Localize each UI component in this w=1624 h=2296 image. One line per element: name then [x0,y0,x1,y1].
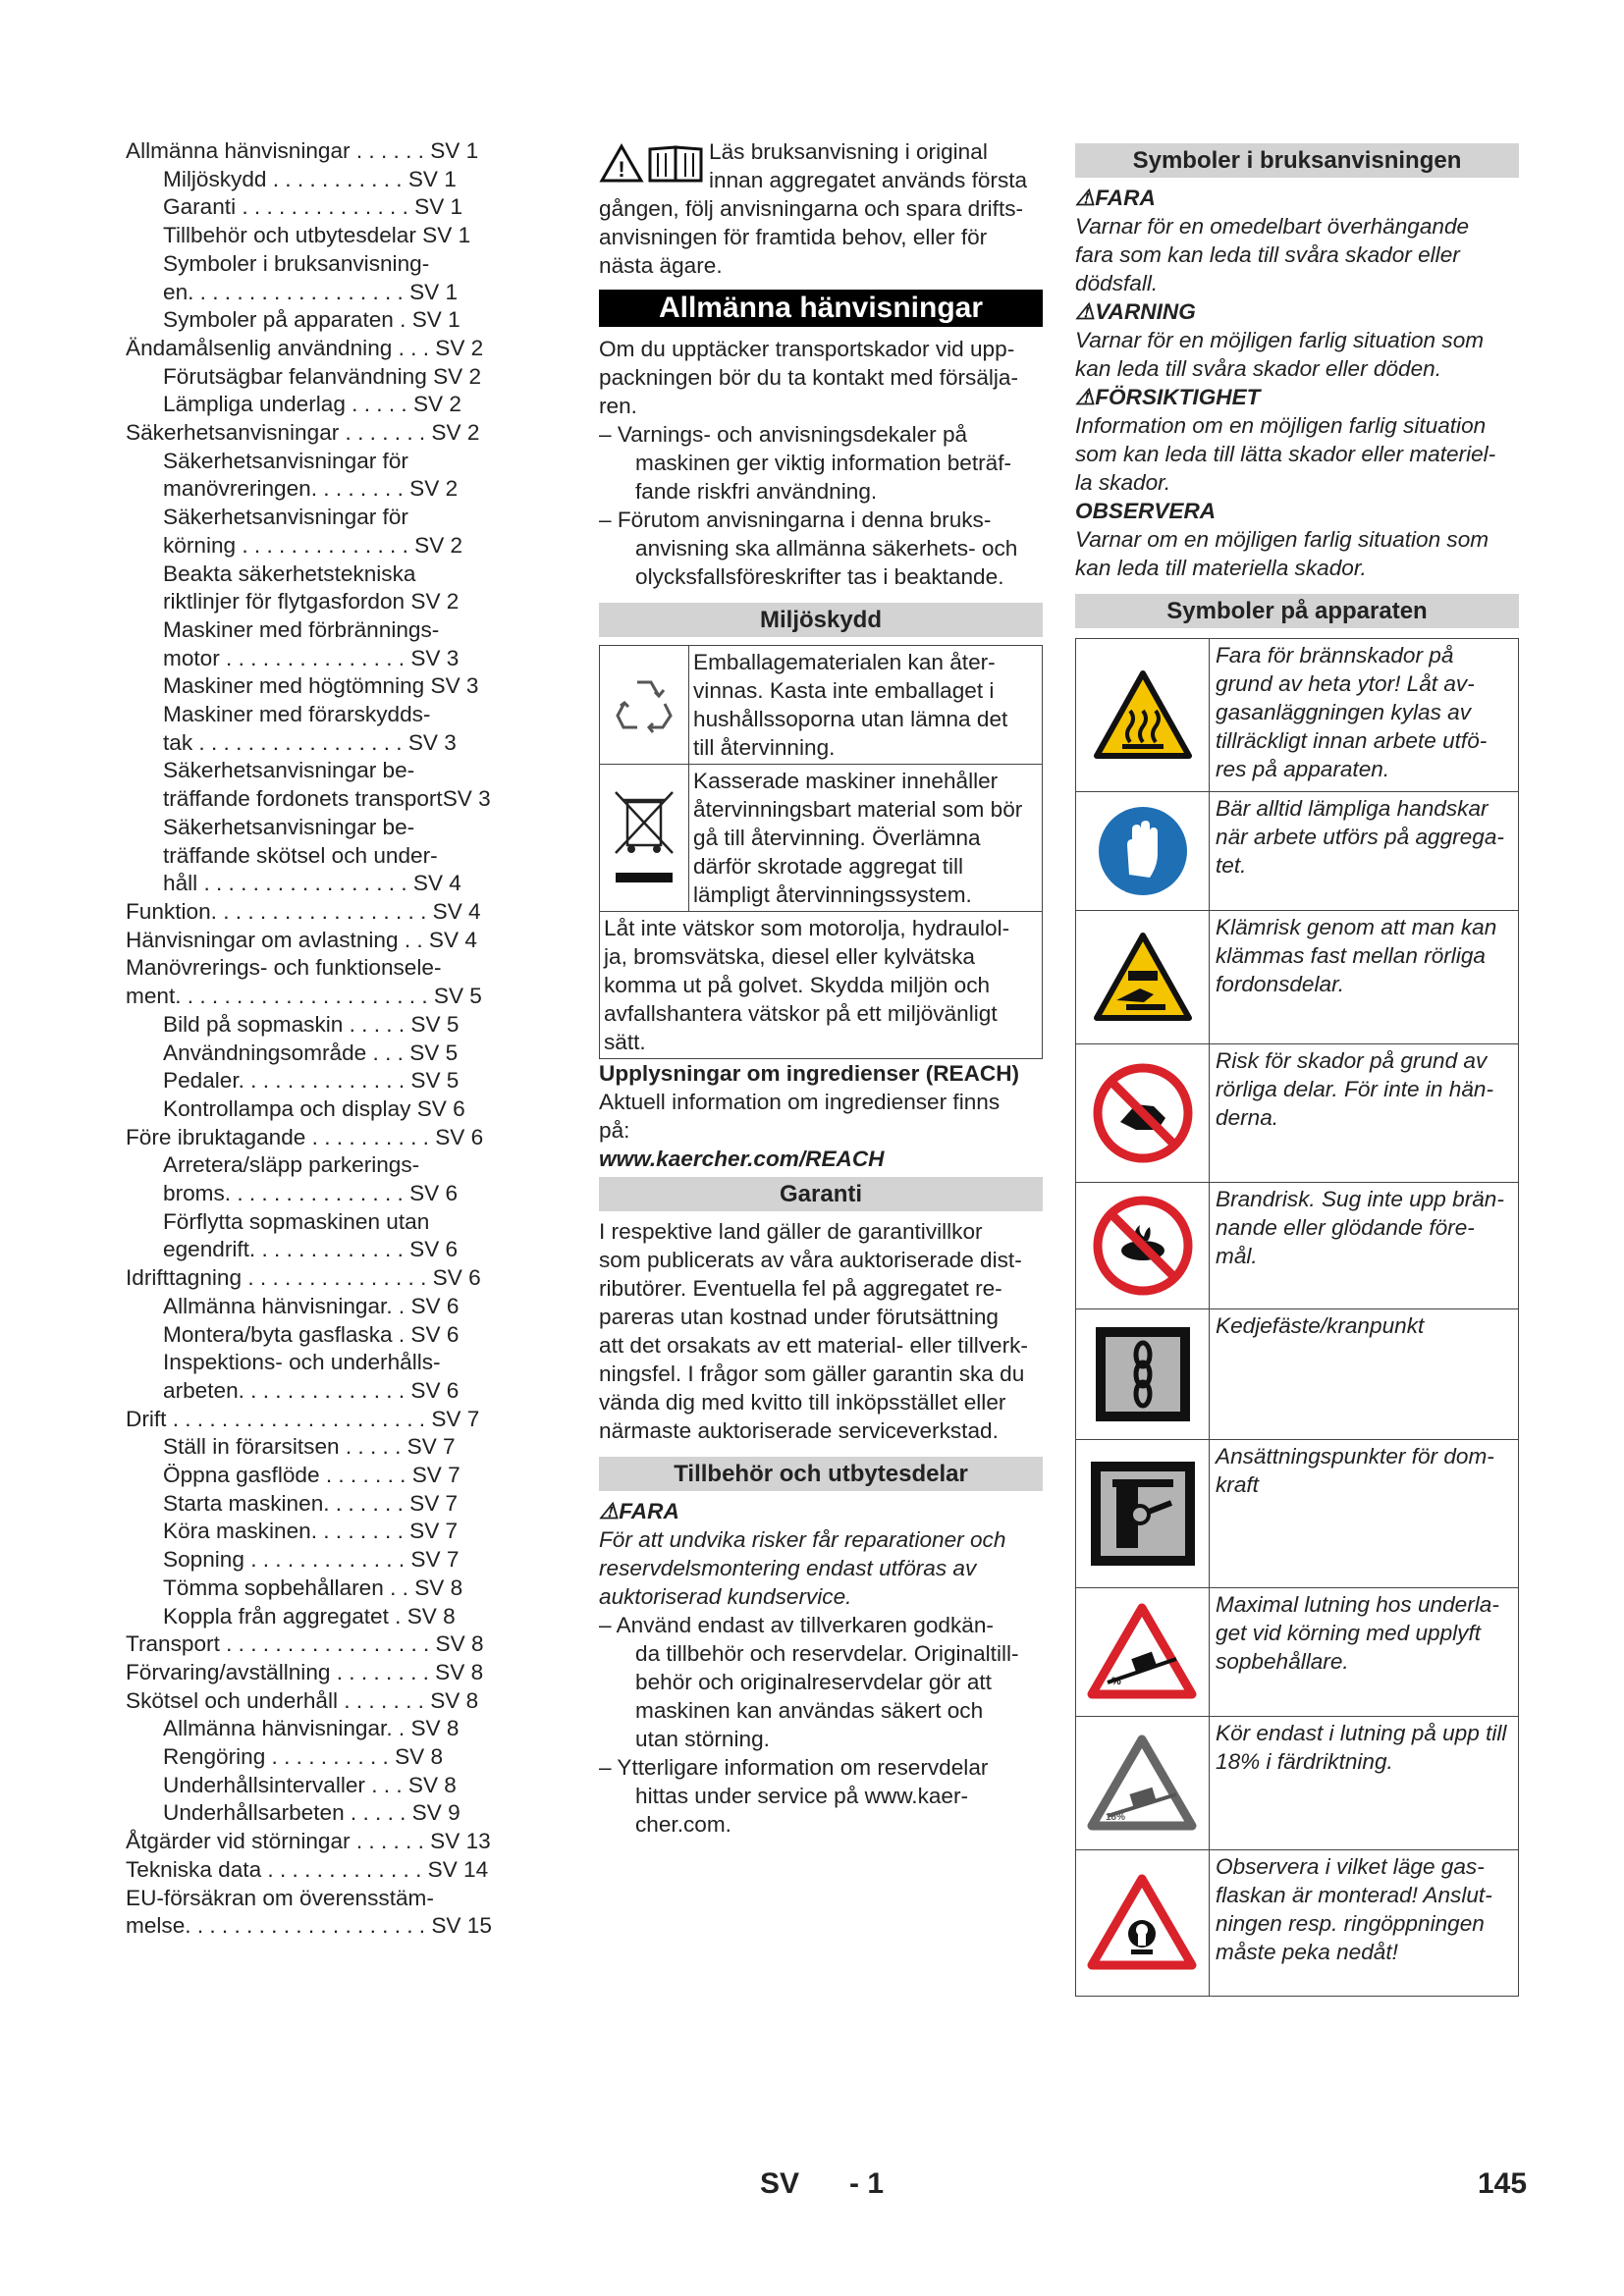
toc-entry[interactable]: håll . . . . . . . . . . . . . . . . . SV 4 [163,871,461,896]
bullet-line: da tillbehör och reservdelar. Originaltill- [635,1641,1019,1666]
toc-entry[interactable]: broms. . . . . . . . . . . . . . . SV 6 [163,1181,459,1206]
toc-entry[interactable]: Köra maskinen. . . . . . . . SV 7 [163,1519,459,1544]
recycle-icon [600,646,689,764]
crush-hazard-icon [1076,911,1210,1043]
table-of-contents [126,137,514,1941]
text-line: Bär alltid lämpliga handskar [1216,796,1489,821]
text-line: la skador. [1075,470,1171,495]
text-line: vinnas. Kasta inte emballaget i [693,678,995,703]
toc-entry[interactable]: körning . . . . . . . . . . . . . . SV 2 [163,532,463,558]
toc-entry[interactable]: Användningsområde . . . SV 5 [163,1040,459,1065]
toc-entry[interactable]: en. . . . . . . . . . . . . . . . . . SV 1 [163,279,459,304]
toc-entry[interactable]: Säkerhetsanvisningar be- [163,814,415,839]
gas-bottle-position-icon [1076,1850,1210,1996]
text-line: återvinningsbart material som bör [693,797,1023,822]
text-line: Fara för brännskador på [1216,643,1454,667]
text-line: pareras utan kostnad under förutsättning [599,1305,999,1329]
text-line: Information om en möjligen farlig situation [1075,413,1487,438]
env-row-recycling [600,646,1042,765]
symbol-description [1210,792,1518,910]
toc-entry[interactable]: träffande skötsel och under- [163,842,438,868]
text-line: Om du upptäcker transportskador vid upp- [599,337,1015,361]
gloves-icon [1076,792,1210,910]
text-line: sopbehållare. [1216,1649,1349,1674]
symbol-description [1210,1044,1518,1182]
svg-text:%: % [1111,1676,1121,1687]
text-line: Observera i vilket läge gas- [1216,1854,1485,1879]
bullet-line: – Ytterligare information om reservdelar [599,1755,989,1780]
warning-manual-icon [599,143,707,183]
text-line: 18% i färdriktning. [1216,1749,1393,1774]
text-line: rörliga delar. För inte in hän- [1216,1077,1493,1101]
text-line: auktoriserad kundservice. [599,1584,852,1609]
text-line: ningsfel. I frågor som gäller garantin ska du [599,1362,1025,1386]
symbol-description [1210,911,1518,1043]
text-line: till återvinning. [693,735,836,760]
toc-entry[interactable]: Sopning . . . . . . . . . . . . . SV 7 [163,1547,460,1573]
symbols-table [1075,638,1519,1997]
crossed-bin-icon [600,765,689,911]
text-line: hushållssoporna utan lämna det [693,707,1008,731]
toc-entry[interactable]: Säkerhetsanvisningar för [163,505,408,530]
heading-environment: Miljöskydd [599,603,1043,637]
symbol-description [1210,1588,1518,1716]
toc-entry[interactable]: Tömma sopbehållaren . . SV 8 [163,1575,463,1600]
text-line: som kan leda till lätta skador eller materiel- [1075,442,1496,466]
slope-18-icon [1076,1717,1210,1849]
intro-line: anvisningen för framtida behov, eller för [599,225,988,249]
text-line: Kedjefäste/kranpunkt [1216,1313,1425,1338]
toc-entry[interactable]: tak . . . . . . . . . . . . . . . . . SV 3 [163,729,457,755]
reach-url[interactable]: www.kaercher.com/REACH [599,1147,885,1171]
text-line: på: [599,1118,630,1143]
env-text-fluids [600,912,1042,1058]
text-line: get vid körning med upplyft [1216,1621,1482,1645]
bullet-line: – Använd endast av tillverkaren godkän- [599,1613,994,1637]
footer-language: SV [760,2167,800,2200]
symbol-row [1076,1309,1518,1440]
toc-entry[interactable]: Åtgärder vid störningar . . . . . . SV 13 [126,1829,491,1854]
intro-line: gången, följ anvisningarna och spara drifts- [599,196,1024,221]
bullet-line: cher.com. [635,1812,731,1837]
column-symbols [1075,137,1519,1997]
text-line: grund av heta ytor! Låt av- [1216,671,1475,696]
toc-entry[interactable]: Säkerhetsanvisningar be- [163,758,415,783]
symbol-row [1076,792,1518,911]
text-line: För att undvika risker får reparationer och [599,1527,1006,1552]
env-text-disposal [689,765,1026,911]
text-line: nande eller glödande före- [1216,1215,1475,1240]
bullet-line: olycksfallsföreskrifter tas i beaktande. [635,564,1004,589]
text-line: Låt inte vätskor som motorolja, hydraulol- [604,916,1010,940]
toc-entry[interactable]: Öppna gasflöde . . . . . . . SV 7 [163,1463,460,1488]
env-text-recycling [689,646,1011,764]
toc-entry[interactable]: Maskiner med förbrännings- [163,616,440,642]
text-line: res på apparaten. [1216,757,1390,781]
heading-symbols-manual: Symboler i bruksanvisningen [1075,143,1519,178]
text-line: kan leda till materiella skador. [1075,556,1367,580]
symbol-description [1210,1717,1518,1849]
footer-section-page: - 1 [849,2167,885,2200]
chain-point-icon [1076,1309,1210,1439]
toc-entry[interactable]: Maskiner med högtömning SV 3 [163,673,479,699]
toc-entry[interactable]: arbeten. . . . . . . . . . . . . . SV 6 [163,1377,460,1403]
heading-symbols-device: Symboler på apparaten [1075,594,1519,628]
text-line: Aktuell information om ingredienser finns [599,1090,1001,1114]
text-line: reservdelsmontering endast utföras av [599,1556,977,1580]
text-line: ja, bromsvätska, diesel eller kylvätska [604,944,975,969]
intro-line: Läs bruksanvisning i original [709,139,988,164]
varning-label: ⚠VARNING [1075,299,1196,324]
toc-entry[interactable]: träffande fordonets transportSV 3 [163,786,491,812]
no-burning-debris-icon [1076,1183,1210,1308]
text-line: Maximal lutning hos underla- [1216,1592,1499,1617]
text-line: derna. [1216,1105,1279,1130]
text-line: flaskan är monterad! Anslut- [1216,1883,1492,1907]
text-line: I respektive land gäller de garantivillkor [599,1219,983,1244]
toc-entry[interactable]: Ställ in förarsitsen . . . . . SV 7 [163,1434,456,1460]
symbol-row [1076,639,1518,792]
intro-block [599,137,1043,280]
toc-entry[interactable]: Kontrollampa och display SV 6 [163,1095,465,1121]
text-line: att det orsakats av ett material- eller tillverk- [599,1333,1028,1358]
toc-entry[interactable]: Idrifttagning . . . . . . . . . . . . . . . SV 6 [126,1265,481,1291]
fara-label: ⚠FARA [1075,186,1156,210]
toc-entry[interactable]: Underhållsintervaller . . . SV 8 [163,1772,457,1797]
heading-accessories: Tillbehör och utbytesdelar [599,1457,1043,1491]
symbol-description [1210,1183,1518,1308]
hot-surface-icon [1076,639,1210,791]
toc-entry[interactable]: Montera/byta gasflaska . SV 6 [163,1321,460,1347]
text-line: ningen resp. ringöppningen [1216,1911,1485,1936]
toc-entry[interactable]: manövreringen. . . . . . . . SV 2 [163,476,459,502]
bullet-line: behör och originalreservdelar gör att [635,1670,992,1694]
toc-entry[interactable]: Beakta säkerhetstekniska [163,561,416,586]
toc-entry[interactable]: Transport . . . . . . . . . . . . . . . . . SV 8 [126,1631,484,1657]
bullet-line: hittas under service på www.kaer- [635,1784,969,1808]
bullet-line: maskinen ger viktig information beträf- [635,451,1012,475]
toc-entry[interactable]: Koppla från aggregatet . SV 8 [163,1603,456,1629]
toc-entry[interactable]: motor . . . . . . . . . . . . . . . SV 3 [163,645,460,670]
text-line: som publicerats av våra auktoriserade dist- [599,1248,1022,1272]
toc-entry[interactable]: Bild på sopmaskin . . . . . SV 5 [163,1011,460,1037]
toc-entry[interactable]: Pedaler. . . . . . . . . . . . . . SV 5 [163,1068,460,1094]
symbol-description [1210,1440,1518,1587]
toc-entry[interactable]: Symboler i bruksanvisning- [163,250,430,276]
toc-entry[interactable]: Skötsel och underhåll . . . . . . . SV 8 [126,1687,479,1713]
text-line: Klämrisk genom att man kan [1216,915,1497,939]
text-line: mål. [1216,1244,1258,1268]
heading-warranty: Garanti [599,1177,1043,1211]
toc-entry[interactable]: melse. . . . . . . . . . . . . . . . . . . . SV 15 [126,1913,492,1939]
text-line: lämpligt återvinningssystem. [693,882,972,907]
text-line: Varnar för en omedelbart överhängande [1075,214,1470,239]
column-general [599,137,1043,1839]
toc-entry[interactable]: Symboler på apparaten . SV 1 [163,307,460,333]
svg-text:!: ! [618,157,625,182]
bullet-line: fande riskfri användning. [635,479,878,504]
bullet-line: anvisning ska allmänna säkerhets- och [635,536,1018,561]
toc-entry[interactable]: Lämpliga underlag . . . . . SV 2 [163,392,461,417]
text-line: Brandrisk. Sug inte upp brän- [1216,1187,1504,1211]
symbol-row [1076,1044,1518,1183]
toc-entry[interactable]: Tekniska data . . . . . . . . . . . . . SV 14 [126,1856,489,1882]
env-row-disposal [600,765,1042,912]
toc-entry[interactable]: Förutsägbar felanvändning SV 2 [163,363,482,389]
text-line: gasanläggningen kylas av [1216,700,1472,724]
text-line: dödsfall. [1075,271,1159,295]
toc-entry[interactable]: Inspektions- och underhålls- [163,1350,441,1375]
text-line: när arbete utförs på aggrega- [1216,825,1504,849]
toc-entry[interactable]: Ändamålsenlig användning . . . SV 2 [126,335,484,360]
text-line: tillräckligt innan arbete utfö- [1216,728,1488,753]
toc-entry[interactable]: Allmänna hänvisningar . . . . . . SV 1 [126,138,479,163]
text-line: sätt. [604,1030,646,1054]
text-line: Kör endast i lutning på upp till [1216,1721,1507,1745]
text-line: komma ut på golvet. Skydda miljön och [604,973,991,997]
text-line: Varnar för en möjligen farlig situation som [1075,328,1485,352]
no-hands-icon [1076,1044,1210,1182]
toc-entry[interactable]: Arretera/släpp parkerings- [163,1152,420,1178]
toc-entry[interactable]: Maskiner med förarskydds- [163,702,431,727]
toc-entry[interactable]: Hänvisningar om avlastning . . SV 4 [126,927,477,952]
danger-label: ⚠FARA [599,1499,679,1523]
intro-line: innan aggregatet används första [709,168,1028,192]
symbol-description [1210,639,1518,791]
text-line: närmaste auktoriserade serviceverkstad. [599,1418,999,1443]
text-line: fordonsdelar. [1216,972,1345,996]
toc-entry[interactable]: Underhållsarbeten . . . . . SV 9 [163,1800,460,1826]
toc-entry[interactable]: Allmänna hänvisningar. . SV 8 [163,1716,460,1741]
toc-entry[interactable]: Säkerhetsanvisningar . . . . . . . SV 2 [126,420,480,446]
toc-entry[interactable]: Tillbehör och utbytesdelar SV 1 [163,223,471,248]
symbol-row [1076,1183,1518,1309]
text-line: ributörer. Eventuella fel på aggregatet re- [599,1276,1002,1301]
text-line: kraft [1216,1472,1259,1497]
bullet-line: utan störning. [635,1727,770,1751]
text-line: måste peka nedåt! [1216,1940,1398,1964]
toc-entry[interactable]: ment. . . . . . . . . . . . . . . . . . . . . SV 5 [126,984,482,1009]
environment-table [599,645,1043,1059]
toc-entry[interactable]: Miljöskydd . . . . . . . . . . . SV 1 [163,166,457,191]
symbol-description [1210,1850,1518,1996]
observera-label: OBSERVERA [1075,499,1217,523]
heading-general-notes: Allmänna hänvisningar [599,290,1043,327]
toc-entry[interactable]: Säkerhetsanvisningar för [163,448,408,473]
symbol-row [1076,1850,1518,1996]
forsiktighet-label: ⚠FÖRSIKTIGHET [1075,385,1261,409]
intro-line: nästa ägare. [599,253,723,278]
toc-entry[interactable]: Starta maskinen. . . . . . . SV 7 [163,1490,459,1516]
toc-entry[interactable]: Rengöring . . . . . . . . . . SV 8 [163,1744,444,1770]
svg-text:18%: 18% [1106,1811,1126,1823]
toc-entry[interactable]: Drift . . . . . . . . . . . . . . . . . . . . . SV 7 [126,1406,480,1431]
text-line: ren. [599,394,637,418]
symbol-description [1210,1309,1518,1439]
text-line: avfallshantera vätskor på ett miljövänligt [604,1001,998,1026]
symbol-row [1076,911,1518,1044]
text-line: kan leda till svåra skador eller döden. [1075,356,1442,381]
bullet-line: maskinen kan användas säkert och [635,1698,984,1723]
text-line: Kasserade maskiner innehåller [693,769,999,793]
toc-entry[interactable]: Förvaring/avställning . . . . . . . . SV 8 [126,1659,484,1684]
bullet-line: – Varnings- och anvisningsdekaler på [599,422,968,447]
toc-entry[interactable]: Garanti . . . . . . . . . . . . . . SV 1 [163,194,463,220]
jack-point-icon [1076,1440,1210,1587]
footer-page-number: 145 [1478,2167,1528,2200]
text-line: tet. [1216,853,1247,878]
toc-entry[interactable]: Manövrerings- och funktionsele- [126,955,442,981]
text-line: därför skrotade aggregat till [693,854,964,879]
text-line: Ansättningspunkter för dom- [1216,1444,1494,1468]
max-slope-raised-icon [1076,1588,1210,1716]
toc-entry[interactable]: riktlinjer för flytgasfordon SV 2 [163,589,460,614]
warranty-text [599,1217,1043,1445]
text-line: fara som kan leda till svåra skador eller [1075,242,1460,267]
symbol-row [1076,1588,1518,1717]
text-line: klämmas fast mellan rörliga [1216,943,1486,968]
text-line: vända dig med kvitto till inköpsstället eller [599,1390,1006,1415]
toc-entry[interactable]: Förflytta sopmaskinen utan [163,1208,430,1234]
text-line: Emballagematerialen kan åter- [693,650,996,674]
toc-entry[interactable]: EU-försäkran om överensstäm- [126,1885,434,1910]
text-line: packningen bör du ta kontakt med försälja- [599,365,1019,390]
toc-entry[interactable]: egendrift. . . . . . . . . . . . . SV 6 [163,1237,459,1262]
text-line: Varnar om en möjligen farlig situation som [1075,527,1489,552]
toc-entry[interactable]: Allmänna hänvisningar. . SV 6 [163,1293,460,1318]
bullet-line: – Förutom anvisningarna i denna bruks- [599,507,992,532]
symbol-row [1076,1440,1518,1588]
symbol-row [1076,1717,1518,1850]
text-line: gå till återvinning. Överlämna [693,826,981,850]
text-line: Risk för skador på grund av [1216,1048,1488,1073]
toc-entry[interactable]: Funktion. . . . . . . . . . . . . . . . . . SV 4 [126,898,481,924]
toc-entry[interactable]: Före ibruktagande . . . . . . . . . . SV 6 [126,1124,484,1149]
reach-title: Upplysningar om ingredienser (REACH) [599,1061,1020,1086]
